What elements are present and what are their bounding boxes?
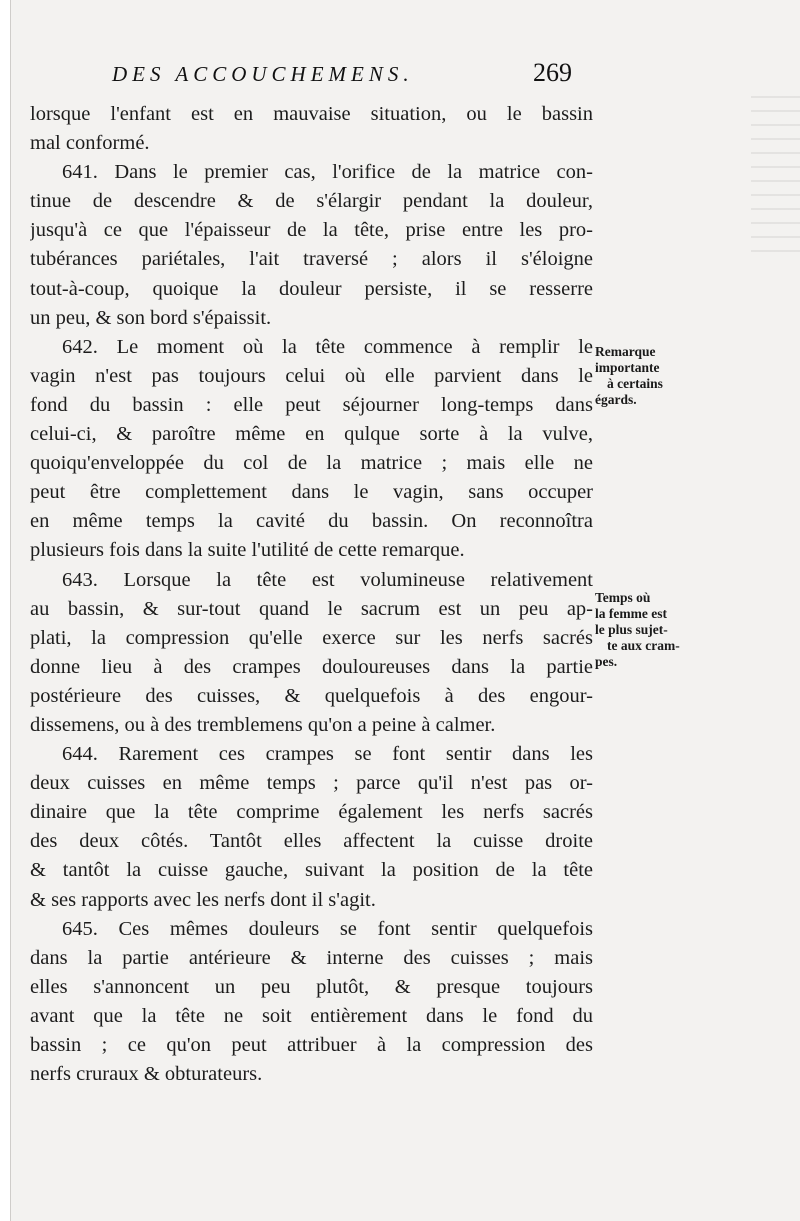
text-line: peut être complettement dans le vagin, sans occuper: [30, 481, 593, 504]
text-line: donne lieu à des crampes douloureuses dans la partie: [30, 655, 593, 678]
text-line: jusqu'à ce que l'épaisseur de la tête, prise entre les pro-: [30, 219, 593, 242]
text-line: nerfs cruraux & obturateurs.: [30, 1063, 263, 1086]
margin-note-line: Remarque: [595, 344, 656, 359]
text-line: tout-à-coup, quoique la douleur persiste, il se resserre: [30, 277, 593, 300]
margin-note-line: à certains: [607, 376, 663, 391]
text-line: & ses rapports avec les nerfs dont il s'agit.: [30, 888, 376, 911]
text-line: dans la partie antérieure & interne des cuisses ; mais: [30, 946, 593, 969]
margin-note-line: le plus sujet-: [595, 622, 668, 637]
text-line: lorsque l'enfant est en mauvaise situation, ou le bassin: [30, 103, 593, 125]
text-line: un peu, & son bord s'épaissit.: [30, 306, 272, 329]
text-line: avant que la tête ne soit entièrement dans le fond du: [30, 1004, 593, 1027]
paragraph-645-start: 645. Ces mêmes douleurs se font sentir quelquefois: [62, 917, 593, 940]
body-text: [30, 100, 593, 1089]
text-line: postérieure des cuisses, & quelquefois à des engour-: [30, 684, 593, 707]
text-line: plusieurs fois dans la suite l'utilité de cette remarque.: [30, 539, 465, 562]
page-number: 269: [533, 58, 572, 87]
text-line: dissemens, ou à des tremblemens qu'on a peine à calmer.: [30, 713, 496, 736]
margin-note-remarque: [595, 344, 705, 408]
paragraph-642-start: 642. Le moment où la tête commence à remplir le: [62, 335, 593, 358]
text-line: dinaire que la tête comprime également les nerfs sacrés: [30, 801, 593, 824]
text-line: tinue de descendre & de s'élargir pendant la douleur,: [30, 190, 593, 213]
margin-note-line: importante: [595, 360, 660, 375]
margin-note-line: la femme est: [595, 606, 667, 621]
text-line: en même temps la cavité du bassin. On reconnoîtra: [30, 510, 593, 533]
paragraph-644-start: 644. Rarement ces crampes se font sentir dans les: [62, 743, 593, 766]
paragraph-641-start: 641. Dans le premier cas, l'orifice de la matrice con-: [62, 161, 593, 184]
text-line: & tantôt la cuisse gauche, suivant la position de la tête: [30, 859, 593, 882]
text-line: tubérances pariétales, l'ait traversé ; alors il s'éloigne: [30, 248, 593, 271]
text-line: des deux côtés. Tantôt elles affectent la cuisse droite: [30, 830, 593, 853]
text-line: deux cuisses en même temps ; parce qu'il n'est pas or-: [30, 772, 593, 795]
margin-note-line: te aux cram-: [607, 638, 680, 653]
text-line: elles s'annoncent un peu plutôt, & presque toujours: [30, 975, 593, 998]
text-line: plati, la compression qu'elle exerce sur les nerfs sacrés: [30, 626, 593, 649]
text-line: bassin ; ce qu'on peut attribuer à la compression des: [30, 1034, 593, 1056]
paragraph-643-start: 643. Lorsque la tête est volumineuse relativement: [62, 568, 593, 591]
page-edge: [0, 0, 10, 1221]
text-line: mal conformé.: [30, 132, 150, 155]
text-line: fond du bassin : elle peut séjourner long-temps dans: [30, 393, 593, 416]
bleed-through-shadow: [751, 96, 800, 256]
running-title: DES ACCOUCHEMENS.: [112, 62, 414, 86]
text-line: quoiqu'enveloppée du col de la matrice ; mais elle ne: [30, 452, 593, 475]
text-line: au bassin, & sur-tout quand le sacrum est un peu ap-: [30, 597, 593, 620]
margin-note-line: Temps où: [595, 590, 651, 605]
text-line: celui-ci, & paroître même en qulque sorte à la vulve,: [30, 423, 593, 446]
text-line: vagin n'est pas toujours celui où elle parvient dans le: [30, 364, 593, 387]
margin-note-line: pes.: [595, 654, 618, 669]
margin-note-temps: [595, 590, 705, 670]
margin-note-line: égards.: [595, 392, 637, 407]
